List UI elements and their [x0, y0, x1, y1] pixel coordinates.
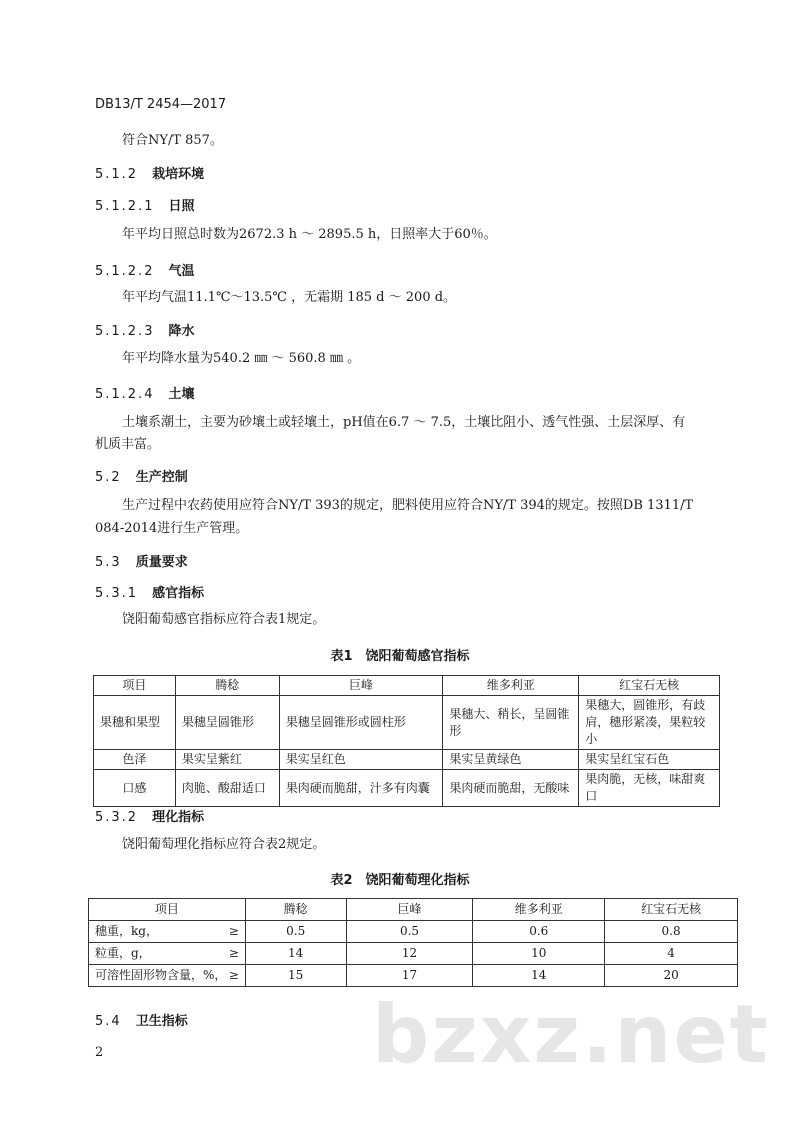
- table-row: [89, 943, 738, 965]
- table-header-cell: 维多利亚: [443, 676, 579, 696]
- table-cell: 果穗大、稍长，呈圆锥形: [443, 696, 579, 750]
- sensory-table: [93, 675, 720, 807]
- table2-caption: 表2 饶阳葡萄理化指标: [330, 873, 470, 888]
- table-header-cell: 红宝石无核: [579, 676, 720, 696]
- section-5-3-heading: [95, 551, 188, 570]
- table-header-row: [89, 899, 738, 921]
- precipitation-paragraph: 年平均降水量为540.2 ㎜ ～ 560.8 ㎜ 。: [122, 351, 361, 366]
- soil-paragraph-line1: 土壤系潮土，主要为砂壤土或轻壤土，pH值在6.7 ～ 7.5，土壤比阻小、透气性强、土层深厚、有: [122, 415, 686, 430]
- table-row: [94, 770, 720, 807]
- table-cell: 0.5: [245, 921, 346, 943]
- physicochemical-paragraph: 饶阳葡萄理化指标应符合表2规定。: [122, 837, 326, 852]
- soil-paragraph-line2: 机质丰富。: [95, 437, 161, 452]
- section-number: 5.1.2: [95, 167, 139, 182]
- section-5-1-2-4-heading: [95, 383, 195, 402]
- table-cell: 4: [605, 943, 738, 965]
- physicochemical-table: [88, 898, 738, 987]
- continuation-text: 符合NY/T 857。: [122, 133, 223, 148]
- table-row: [89, 965, 738, 987]
- section-title: 降水: [168, 324, 195, 339]
- section-number: 5.3.2: [95, 810, 139, 825]
- sensory-paragraph: 饶阳葡萄感官指标应符合表1规定。: [122, 612, 326, 627]
- section-title: 土壤: [168, 387, 195, 402]
- section-number: 5.2: [95, 470, 122, 485]
- section-5-4-heading: [95, 1010, 188, 1029]
- table-header-cell: 红宝石无核: [605, 899, 738, 921]
- table-cell: 果穗和果型: [94, 696, 176, 750]
- section-title: 卫生指标: [135, 1014, 188, 1029]
- table-cell: 0.6: [473, 921, 605, 943]
- table-header-cell: 腾稔: [175, 676, 279, 696]
- ge-symbol: ≥: [228, 946, 239, 960]
- table-cell: 果穗大，圆锥形，有歧肩，穗形紧凑，果粒较小: [579, 696, 720, 750]
- table-cell: 果实呈红色: [279, 750, 443, 770]
- sunshine-paragraph: 年平均日照总时数为2672.3 h ～ 2895.5 h，日照率大于60％。: [122, 227, 497, 242]
- ge-symbol: ≥: [228, 968, 239, 982]
- table-cell: 果实呈黄绿色: [443, 750, 579, 770]
- row-label: 粒重，g，: [95, 946, 151, 960]
- table-header-cell: 项目: [94, 676, 176, 696]
- table-cell: 17: [346, 965, 473, 987]
- ge-symbol: ≥: [228, 924, 239, 938]
- table-header-cell: 巨峰: [279, 676, 443, 696]
- table-header-row: [94, 676, 720, 696]
- section-title: 生产控制: [135, 470, 188, 485]
- table-cell: 14: [245, 943, 346, 965]
- section-title: 感官指标: [152, 586, 205, 601]
- table-row: [89, 921, 738, 943]
- table-cell: 12: [346, 943, 473, 965]
- section-number: 5.3.1: [95, 586, 139, 601]
- production-paragraph-line1: 生产过程中农药使用应符合NY/T 393的规定，肥料使用应符合NY/T 394的规定。按照DB 1311/T: [122, 498, 694, 513]
- section-number: 5.3: [95, 555, 122, 570]
- section-5-1-2-1-heading: [95, 195, 195, 214]
- table-cell: 14: [473, 965, 605, 987]
- section-5-3-1-heading: [95, 582, 204, 601]
- table-cell: 20: [605, 965, 738, 987]
- section-number: 5.1.2.3: [95, 324, 155, 339]
- row-label-cell: [89, 965, 246, 987]
- table-cell: 果肉硬而脆甜，无酸味: [443, 770, 579, 807]
- production-paragraph-line2: 084-2014进行生产管理。: [95, 521, 249, 536]
- row-label-cell: [89, 921, 246, 943]
- table1-caption: 表1 饶阳葡萄感官指标: [330, 649, 470, 664]
- page-number: 2: [95, 1045, 104, 1060]
- table-cell: 果实呈红宝石色: [579, 750, 720, 770]
- section-title: 理化指标: [152, 810, 205, 825]
- section-title: 质量要求: [135, 555, 188, 570]
- section-number: 5.4: [95, 1014, 122, 1029]
- section-number: 5.1.2.2: [95, 264, 155, 279]
- table-cell: 果穗呈圆锥形或圆柱形: [279, 696, 443, 750]
- section-number: 5.1.2.1: [95, 199, 155, 214]
- table-header-cell: 腾稔: [245, 899, 346, 921]
- row-label: 可溶性固形物含量，%，: [95, 968, 227, 982]
- section-5-3-2-heading: [95, 806, 204, 825]
- row-label: 穗重，kg，: [95, 924, 158, 938]
- section-5-1-2-heading: [95, 163, 204, 182]
- section-title: 栽培环境: [152, 167, 205, 182]
- table-row: [94, 696, 720, 750]
- watermark: bzxz.net: [372, 988, 770, 1081]
- table-cell: 果实呈紫红: [175, 750, 279, 770]
- section-5-1-2-3-heading: [95, 320, 195, 339]
- table-cell: 0.8: [605, 921, 738, 943]
- table-cell: 果穗呈圆锥形: [175, 696, 279, 750]
- section-5-2-heading: [95, 466, 188, 485]
- table-cell: 果肉脆，无核，味甜爽口: [579, 770, 720, 807]
- table-cell: 0.5: [346, 921, 473, 943]
- document-code: DB13/T 2454—2017: [95, 97, 227, 112]
- table-cell: 10: [473, 943, 605, 965]
- table-cell: 15: [245, 965, 346, 987]
- section-title: 日照: [168, 199, 195, 214]
- section-5-1-2-2-heading: [95, 260, 195, 279]
- table-header-cell: 巨峰: [346, 899, 473, 921]
- section-title: 气温: [168, 264, 195, 279]
- row-label-cell: [89, 943, 246, 965]
- table-cell: 果肉硬而脆甜，汁多有肉囊: [279, 770, 443, 807]
- table-header-cell: 项目: [89, 899, 246, 921]
- table-row: [94, 750, 720, 770]
- table-cell: 色泽: [94, 750, 176, 770]
- section-number: 5.1.2.4: [95, 387, 155, 402]
- table-header-cell: 维多利亚: [473, 899, 605, 921]
- temperature-paragraph: 年平均气温11.1℃～13.5℃ ，无霜期 185 d ～ 200 d。: [122, 290, 457, 305]
- table-cell: 肉脆、酸甜适口: [175, 770, 279, 807]
- table-cell: 口感: [94, 770, 176, 807]
